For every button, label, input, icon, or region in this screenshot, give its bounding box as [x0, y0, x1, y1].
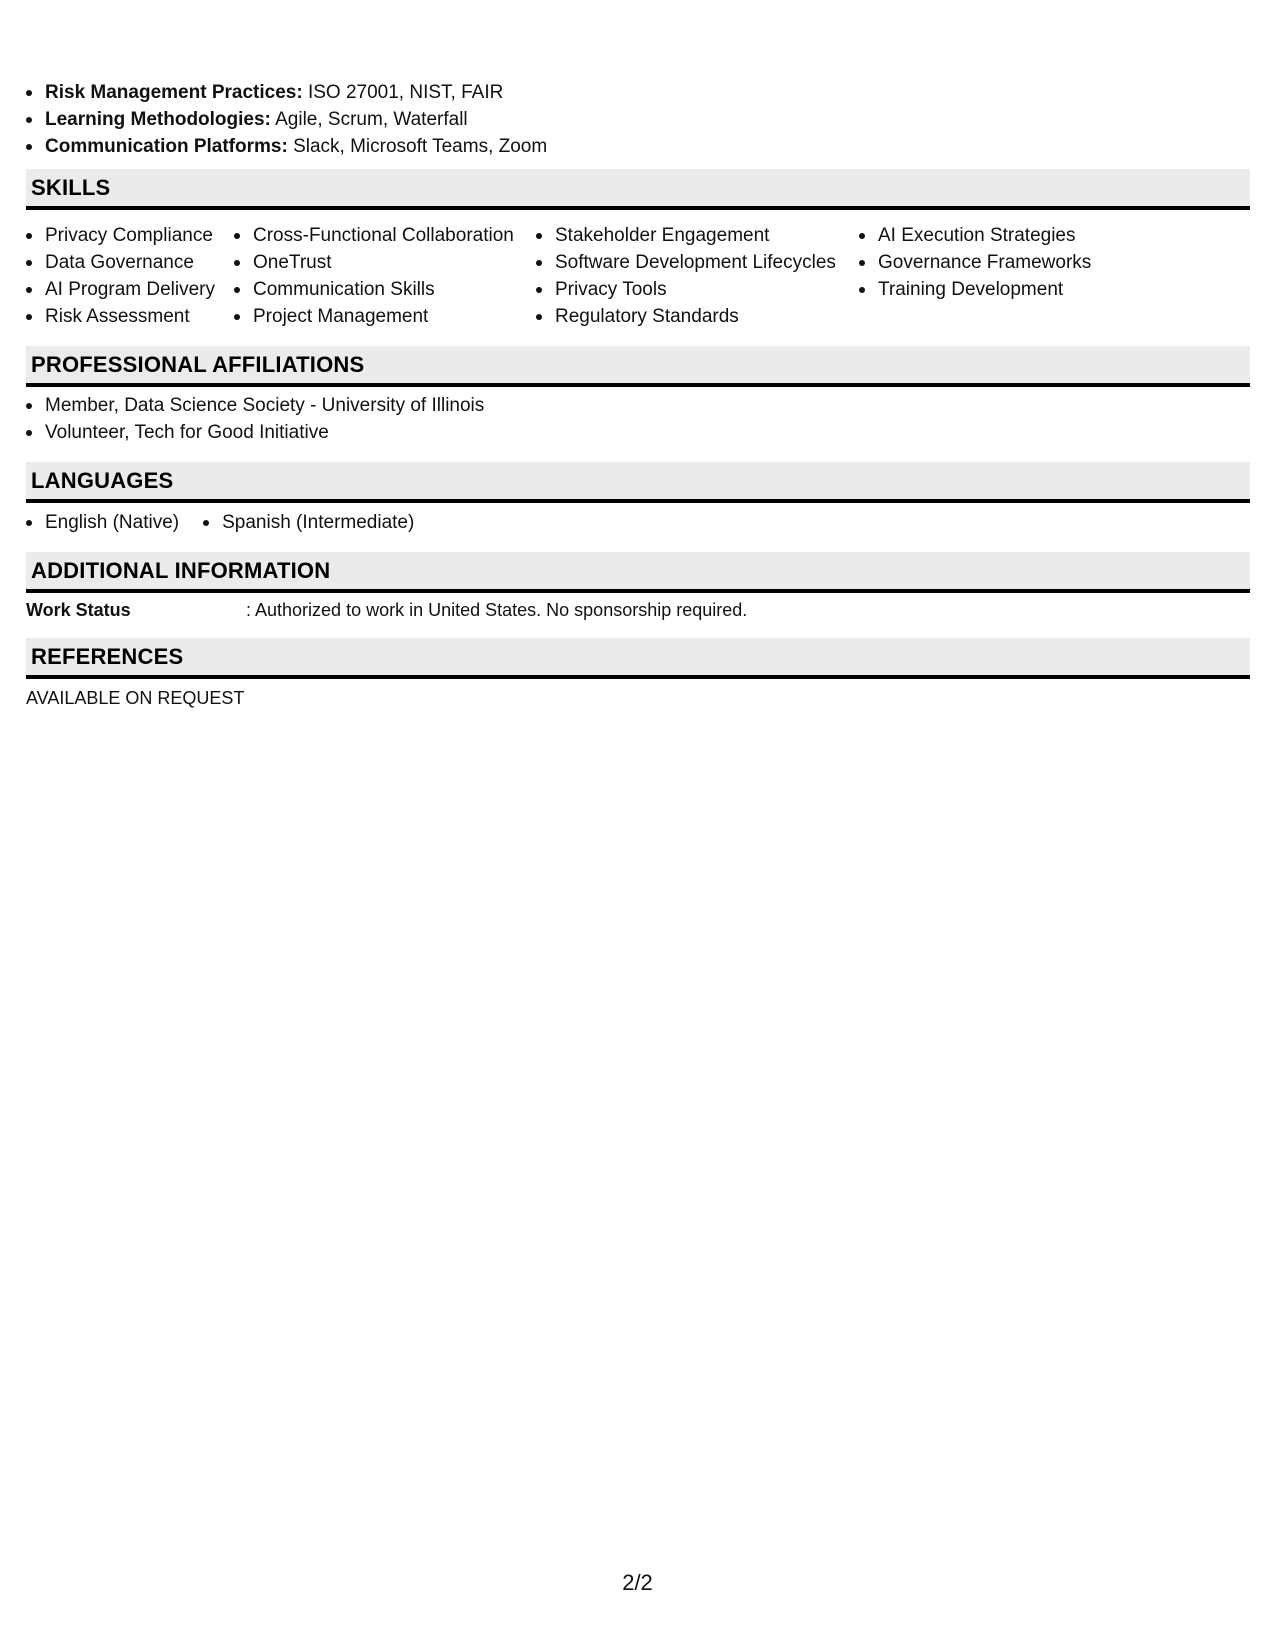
skill-item: Cross-Functional Collaboration: [234, 222, 514, 249]
skills-column-3: [536, 222, 836, 330]
affiliation-item: Member, Data Science Society - University of Illinois: [26, 392, 484, 419]
skill-item: Software Development Lifecycles: [536, 249, 836, 276]
tools-list: [26, 79, 547, 160]
section-title: PROFESSIONAL AFFILIATIONS: [31, 352, 365, 377]
work-status-row: [26, 597, 747, 623]
section-title: SKILLS: [31, 175, 111, 200]
skill-item: Governance Frameworks: [859, 249, 1091, 276]
tools-item-label: Learning Methodologies:: [45, 109, 271, 130]
languages-list: [26, 509, 438, 536]
skills-column-2: [234, 222, 514, 330]
tools-item-label: Communication Platforms:: [45, 136, 288, 157]
skills-column-4: [859, 222, 1091, 303]
section-title: LANGUAGES: [31, 468, 174, 493]
skill-item: Communication Skills: [234, 276, 514, 303]
tools-item-learning: [26, 106, 547, 133]
tools-item-risk: [26, 79, 547, 106]
tools-item-value: Agile, Scrum, Waterfall: [270, 109, 468, 130]
tools-item-communication: [26, 133, 547, 160]
skill-item: OneTrust: [234, 249, 514, 276]
references-text: AVAILABLE ON REQUEST: [26, 688, 245, 708]
section-title: REFERENCES: [31, 644, 184, 669]
work-status-label: Work Status: [26, 600, 131, 620]
affiliation-item: Volunteer, Tech for Good Initiative: [26, 419, 484, 446]
skill-item: Training Development: [859, 276, 1091, 303]
skill-item: Data Governance: [26, 249, 215, 276]
skill-item: AI Program Delivery: [26, 276, 215, 303]
tools-item-value: Slack, Microsoft Teams, Zoom: [287, 136, 548, 157]
skills-column-1: [26, 222, 215, 330]
skills-section-header: [26, 169, 1250, 210]
page-number: 2/2: [622, 1570, 653, 1595]
references-section-header: [26, 638, 1250, 679]
languages-section-header: [26, 462, 1250, 503]
skill-item: Stakeholder Engagement: [536, 222, 836, 249]
tools-item-value: ISO 27001, NIST, FAIR: [302, 82, 504, 103]
skill-item: Privacy Tools: [536, 276, 836, 303]
skills-grid: [26, 222, 1250, 334]
affiliations-list: [26, 392, 484, 446]
skill-item: AI Execution Strategies: [859, 222, 1091, 249]
skill-item: Privacy Compliance: [26, 222, 215, 249]
language-item: English (Native): [26, 509, 179, 536]
skill-item: Risk Assessment: [26, 303, 215, 330]
tools-item-label: Risk Management Practices:: [45, 82, 303, 103]
additional-info-section-header: [26, 552, 1250, 593]
skill-item: Regulatory Standards: [536, 303, 836, 330]
work-status-value: : Authorized to work in United States. No sponsorship required.: [246, 600, 748, 620]
skill-item: Project Management: [234, 303, 514, 330]
section-title: ADDITIONAL INFORMATION: [31, 558, 331, 583]
language-item: Spanish (Intermediate): [203, 509, 414, 536]
affiliations-section-header: [26, 346, 1250, 387]
